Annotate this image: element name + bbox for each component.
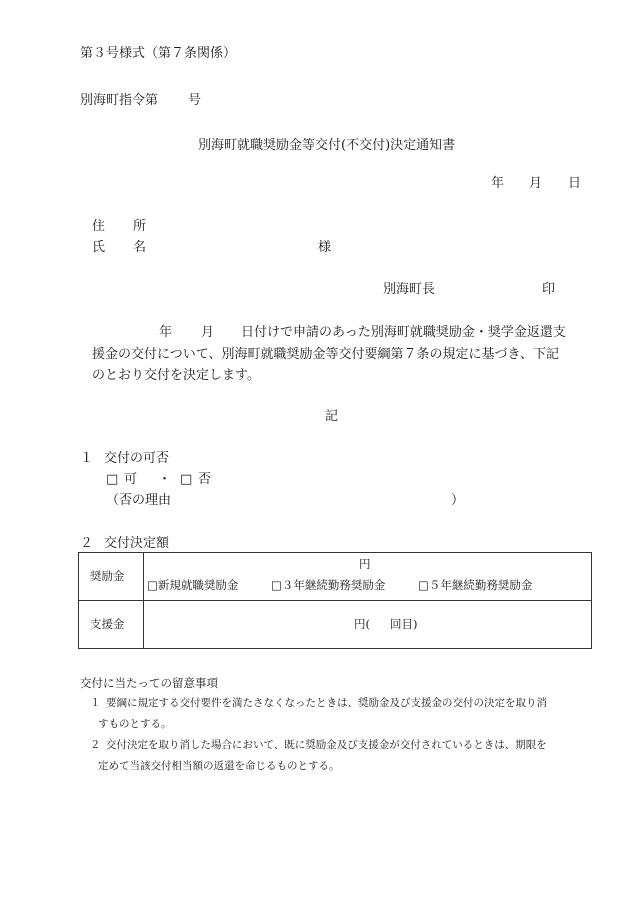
date-day: 日 xyxy=(568,176,582,191)
deny-reason-close: ） xyxy=(451,493,465,508)
table-border-left xyxy=(78,552,79,649)
section2-number: ２ xyxy=(80,536,94,551)
approve-checkbox[interactable]: □ xyxy=(106,472,119,487)
deny-label: 否 xyxy=(198,472,212,487)
body-line-2: 援金の交付について、別海町就職奨励金等交付要綱第７条の規定に基づき、下記 xyxy=(92,347,559,362)
approve-deny-separator: ・ xyxy=(158,472,172,487)
issuer-seal: 印 xyxy=(542,282,556,297)
table-column-divider xyxy=(143,552,144,649)
section1-title: 交付の可否 xyxy=(104,451,170,466)
table-border-right xyxy=(591,552,592,649)
section1-number: １ xyxy=(80,451,94,466)
note-1-line-2: すものとする。 xyxy=(98,718,172,730)
directive-number-prefix: 別海町指令第 xyxy=(80,93,159,108)
honorific: 様 xyxy=(318,240,332,255)
section2-title: 交付決定額 xyxy=(104,536,170,551)
note-1-line-1: 要綱に規定する交付要件を満たさなくなったときは、奨励金及び支援金の交付の決定を取り消 xyxy=(106,697,547,709)
date-year: 年 xyxy=(491,176,505,191)
issuer-name: 別海町長 xyxy=(383,282,436,297)
name-label-1: 氏 xyxy=(92,240,106,255)
body-month: 月 xyxy=(201,325,215,340)
address-label-1: 住 xyxy=(92,219,106,234)
document-title: 別海町就職奨励金等交付(不交付)決定通知書 xyxy=(198,138,456,153)
option-new-employment[interactable]: □新規就職奨励金 xyxy=(147,578,239,592)
table-border-bottom xyxy=(78,648,592,649)
table-border-top xyxy=(78,552,592,553)
note-1-number: １ xyxy=(90,697,101,709)
date-month: 月 xyxy=(529,176,543,191)
table-row-divider xyxy=(78,600,592,601)
note-2-line-2: 定めて当該交付相当額の返還を命じるものとする。 xyxy=(98,760,340,772)
option-3year-service[interactable]: □３年継続勤務奨励金 xyxy=(271,578,386,592)
support-yen: 円( xyxy=(354,617,370,631)
note-2-line-1: 交付決定を取り消した場合において、既に奨励金及び支援金が交付されているときは、期限を xyxy=(106,739,547,751)
body-line-1: 日付けで申請のあった別海町就職奨励金・奨学金返還支 xyxy=(241,325,566,340)
support-times: 回目) xyxy=(390,617,418,631)
approve-label: 可 xyxy=(124,472,138,487)
option-5year-service[interactable]: □５年継続勤務奨励金 xyxy=(418,578,533,592)
notes-title: 交付に当たっての留意事項 xyxy=(80,676,218,690)
support-label: 支援金 xyxy=(90,617,125,631)
body-line-3: のとおり交付を決定します。 xyxy=(92,368,260,383)
body-year: 年 xyxy=(159,325,173,340)
name-label-2: 名 xyxy=(133,240,147,255)
deny-checkbox[interactable]: □ xyxy=(180,472,193,487)
address-label-2: 所 xyxy=(133,219,147,234)
note-2-number: ２ xyxy=(90,739,101,751)
directive-number-suffix: 号 xyxy=(188,93,202,108)
incentive-label: 奨励金 xyxy=(90,569,125,583)
deny-reason-open: （否の理由 xyxy=(106,493,172,508)
ki-mark: 記 xyxy=(325,409,339,424)
form-number: 第３号様式（第７条関係） xyxy=(80,46,237,61)
incentive-yen: 円 xyxy=(359,557,371,571)
